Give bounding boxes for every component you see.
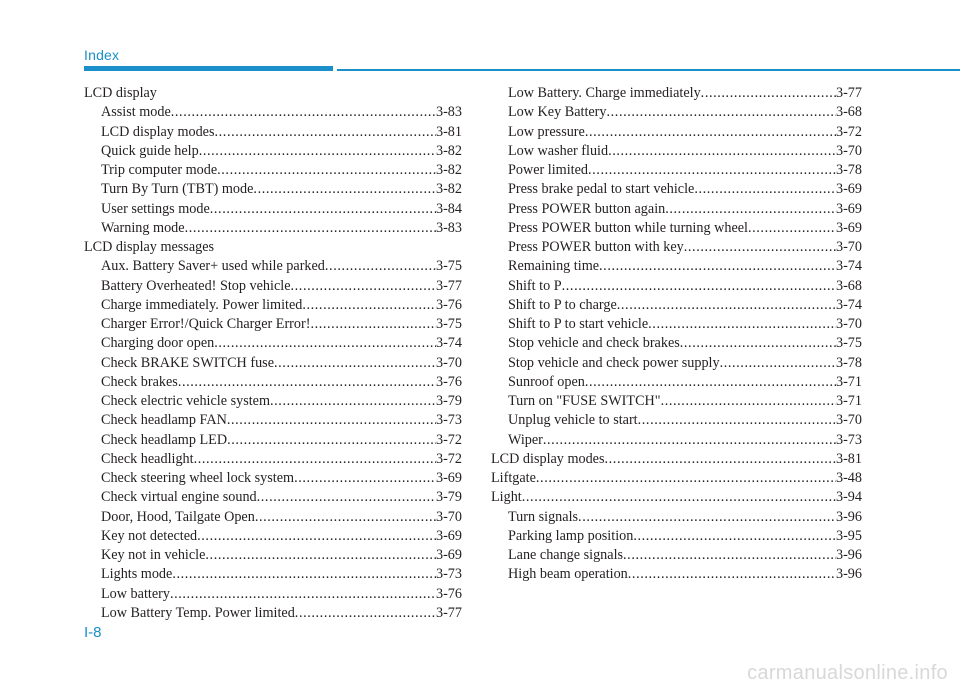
entry-label: Turn on "FUSE SWITCH" bbox=[508, 393, 661, 409]
entry-page-ref: 3-69 bbox=[835, 181, 862, 198]
entry-page-ref: 3-69 bbox=[835, 200, 862, 217]
entry-page-ref: 3-77 bbox=[435, 277, 462, 294]
index-subentry bbox=[491, 161, 862, 180]
entry-page-ref: 3-48 bbox=[835, 470, 862, 486]
entry-label: Warning mode bbox=[101, 219, 185, 236]
index-subentry bbox=[491, 84, 862, 103]
dot-leader bbox=[302, 296, 436, 315]
entry-label: High beam operation bbox=[508, 566, 628, 583]
index-subentry bbox=[84, 354, 462, 373]
page-number: I-8 bbox=[84, 624, 102, 641]
index-subentry bbox=[491, 392, 862, 411]
entry-page-ref: 3-82 bbox=[435, 142, 462, 159]
index-entry bbox=[491, 450, 862, 469]
entry-label: Low Battery Temp. Power limited bbox=[101, 604, 295, 621]
index-subentry bbox=[84, 200, 462, 219]
entry-label: Charging door open bbox=[101, 335, 215, 352]
entry-label: Check headlamp FAN bbox=[101, 412, 227, 429]
entry-label: Assist mode bbox=[101, 104, 171, 121]
index-subentry bbox=[84, 257, 462, 276]
entry-page-ref: 3-73 bbox=[835, 431, 862, 448]
entry-page-ref: 3-72 bbox=[435, 431, 462, 448]
index-subentry bbox=[84, 565, 462, 584]
entry-page-ref: 3-82 bbox=[435, 181, 462, 198]
dot-leader bbox=[608, 142, 836, 161]
index-subentry bbox=[491, 219, 862, 238]
entry-label: Press POWER button with key bbox=[508, 239, 684, 255]
dot-leader bbox=[178, 373, 436, 392]
index-subentry bbox=[84, 431, 462, 450]
index-subentry bbox=[491, 277, 862, 296]
index-subentry bbox=[84, 469, 462, 488]
entry-label: Aux. Battery Saver+ used while parked bbox=[101, 258, 325, 275]
dot-leader bbox=[585, 373, 836, 392]
index-subentry bbox=[491, 411, 862, 430]
dot-leader bbox=[684, 238, 836, 257]
dot-leader bbox=[194, 450, 436, 469]
entry-page-ref: 3-68 bbox=[835, 277, 862, 294]
dot-leader bbox=[562, 277, 836, 296]
entry-label: Stop vehicle and check power supply bbox=[508, 354, 720, 371]
entry-label: Liftgate bbox=[491, 470, 536, 486]
entry-label: Press POWER button again bbox=[508, 200, 666, 217]
index-entry bbox=[491, 488, 862, 507]
entry-label: Key not detected bbox=[101, 527, 198, 544]
entry-page-ref: 3-69 bbox=[435, 547, 462, 563]
index-subentry bbox=[491, 315, 862, 334]
dot-leader bbox=[227, 411, 436, 430]
dot-leader bbox=[748, 219, 836, 238]
entry-page-ref: 3-71 bbox=[835, 373, 862, 390]
entry-label: Low pressure bbox=[508, 123, 585, 140]
dot-leader bbox=[661, 392, 836, 411]
dot-leader bbox=[270, 392, 436, 411]
entry-label: Low battery bbox=[101, 585, 170, 602]
entry-label: Shift to P to charge bbox=[508, 296, 617, 313]
entry-label: LCD display modes bbox=[101, 123, 215, 140]
index-subentry bbox=[84, 546, 462, 565]
index-subentry bbox=[491, 296, 862, 315]
entry-label: Low washer fluid bbox=[508, 142, 609, 159]
index-subentry bbox=[84, 488, 462, 507]
entry-page-ref: 3-70 bbox=[835, 412, 862, 429]
index-subentry bbox=[84, 219, 462, 238]
entry-page-ref: 3-83 bbox=[435, 104, 462, 121]
entry-label: Unplug vehicle to start bbox=[508, 412, 638, 429]
entry-page-ref: 3-72 bbox=[835, 123, 862, 140]
index-heading: LCD display messages bbox=[84, 239, 215, 255]
dot-leader bbox=[680, 334, 836, 353]
dot-leader bbox=[253, 180, 436, 199]
index-subentry bbox=[84, 392, 462, 411]
index-header-title: Index bbox=[84, 47, 120, 63]
index-subentry bbox=[84, 508, 462, 527]
dot-leader bbox=[310, 315, 436, 334]
dot-leader bbox=[617, 296, 836, 315]
entry-label: Press brake pedal to start vehicle bbox=[508, 181, 695, 198]
entry-page-ref: 3-84 bbox=[435, 200, 462, 217]
dot-leader bbox=[665, 200, 836, 219]
entry-page-ref: 3-72 bbox=[435, 450, 462, 467]
entry-label: Low Battery. Charge immediately bbox=[508, 85, 701, 101]
entry-label: Door, Hood, Tailgate Open bbox=[101, 508, 255, 525]
index-column-left bbox=[84, 84, 462, 623]
index-subentry bbox=[84, 103, 462, 122]
entry-page-ref: 3-78 bbox=[835, 162, 862, 178]
index-subentry bbox=[84, 411, 462, 430]
entry-page-ref: 3-79 bbox=[435, 489, 462, 506]
index-subentry bbox=[491, 334, 862, 353]
entry-page-ref: 3-96 bbox=[835, 547, 862, 563]
entry-label: Shift to P bbox=[508, 277, 562, 294]
entry-page-ref: 3-94 bbox=[835, 489, 862, 506]
entry-label: Check steering wheel lock system bbox=[101, 470, 295, 486]
entry-page-ref: 3-76 bbox=[435, 373, 462, 390]
dot-leader bbox=[255, 508, 436, 527]
entry-label: Quick guide help bbox=[101, 142, 199, 159]
entry-label: Check BRAKE SWITCH fuse bbox=[101, 354, 274, 371]
dot-leader bbox=[185, 219, 436, 238]
entry-label: Check virtual engine sound bbox=[101, 489, 257, 506]
dot-leader bbox=[215, 123, 436, 142]
entry-page-ref: 3-79 bbox=[435, 393, 462, 409]
dot-leader bbox=[638, 411, 836, 430]
entry-page-ref: 3-75 bbox=[435, 258, 462, 275]
index-subentry bbox=[84, 373, 462, 392]
entry-label: LCD display modes bbox=[491, 450, 605, 467]
entry-page-ref: 3-81 bbox=[435, 123, 462, 140]
dot-leader bbox=[522, 488, 836, 507]
index-column-right bbox=[491, 84, 862, 585]
entry-page-ref: 3-96 bbox=[835, 508, 862, 525]
entry-label: Turn signals bbox=[508, 508, 579, 525]
dot-leader bbox=[217, 161, 436, 180]
dot-leader bbox=[325, 257, 436, 276]
entry-label: Check electric vehicle system bbox=[101, 393, 270, 409]
dot-leader bbox=[578, 508, 836, 527]
dot-leader bbox=[170, 585, 436, 604]
entry-label: Check headlight bbox=[101, 450, 194, 467]
dot-leader bbox=[694, 180, 836, 199]
entry-label: Remaining time bbox=[508, 258, 600, 275]
entry-page-ref: 3-70 bbox=[835, 239, 862, 255]
dot-leader bbox=[701, 84, 836, 103]
dot-leader bbox=[197, 527, 436, 546]
index-subentry bbox=[491, 103, 862, 122]
entry-page-ref: 3-81 bbox=[835, 450, 862, 467]
dot-leader bbox=[199, 142, 436, 161]
entry-label: Power limited bbox=[508, 162, 588, 178]
dot-leader bbox=[633, 527, 836, 546]
dot-leader bbox=[205, 546, 436, 565]
index-subentry bbox=[84, 180, 462, 199]
entry-label: Lane change signals bbox=[508, 547, 624, 563]
dot-leader bbox=[720, 354, 836, 373]
index-subentry bbox=[84, 161, 462, 180]
entry-label: User settings mode bbox=[101, 200, 210, 217]
dot-leader bbox=[172, 565, 436, 584]
dot-leader bbox=[171, 103, 436, 122]
entry-label: Turn By Turn (TBT) mode bbox=[101, 181, 254, 198]
entry-page-ref: 3-76 bbox=[435, 585, 462, 602]
entry-label: Light bbox=[491, 489, 522, 506]
header-rule-thin bbox=[337, 69, 960, 71]
index-subentry bbox=[84, 296, 462, 315]
entry-page-ref: 3-75 bbox=[435, 316, 462, 332]
entry-label: Stop vehicle and check brakes bbox=[508, 335, 680, 352]
dot-leader bbox=[648, 315, 836, 334]
index-subentry bbox=[491, 373, 862, 392]
index-subentry bbox=[84, 450, 462, 469]
header-rule-thick bbox=[84, 66, 333, 71]
entry-page-ref: 3-74 bbox=[835, 296, 862, 313]
entry-page-ref: 3-70 bbox=[435, 354, 462, 371]
index-subentry bbox=[491, 508, 862, 527]
index-subentry bbox=[491, 257, 862, 276]
dot-leader bbox=[294, 469, 436, 488]
entry-label: Charger Error!/Quick Charger Error! bbox=[101, 316, 311, 332]
entry-label: Trip computer mode bbox=[101, 162, 218, 178]
index-subentry bbox=[491, 142, 862, 161]
index-subentry bbox=[491, 123, 862, 142]
entry-page-ref: 3-76 bbox=[435, 296, 462, 313]
entry-page-ref: 3-74 bbox=[435, 335, 462, 352]
entry-label: Key not in vehicle bbox=[101, 547, 206, 563]
entry-page-ref: 3-95 bbox=[835, 527, 862, 544]
entry-page-ref: 3-73 bbox=[435, 566, 462, 583]
entry-page-ref: 3-68 bbox=[835, 104, 862, 121]
entry-label: Lights mode bbox=[101, 566, 173, 583]
dot-leader bbox=[628, 565, 836, 584]
entry-label: Check headlamp LED bbox=[101, 431, 228, 448]
entry-label: Shift to P to start vehicle bbox=[508, 316, 649, 332]
entry-page-ref: 3-69 bbox=[435, 470, 462, 486]
entry-page-ref: 3-96 bbox=[835, 566, 862, 583]
index-subentry bbox=[84, 334, 462, 353]
index-subentry bbox=[84, 604, 462, 623]
index-entry bbox=[491, 469, 862, 488]
entry-label: Sunroof open bbox=[508, 373, 585, 390]
index-subentry bbox=[84, 142, 462, 161]
index-subentry bbox=[84, 527, 462, 546]
index-subentry bbox=[84, 123, 462, 142]
entry-label: Check brakes bbox=[101, 373, 178, 390]
index-subentry bbox=[491, 565, 862, 584]
dot-leader bbox=[607, 103, 836, 122]
dot-leader bbox=[543, 431, 836, 450]
dot-leader bbox=[274, 354, 436, 373]
dot-leader bbox=[210, 200, 436, 219]
dot-leader bbox=[623, 546, 836, 565]
index-subentry bbox=[491, 431, 862, 450]
entry-page-ref: 3-75 bbox=[835, 335, 862, 352]
dot-leader bbox=[295, 604, 436, 623]
dot-leader bbox=[585, 123, 836, 142]
dot-leader bbox=[605, 450, 836, 469]
index-subentry bbox=[491, 180, 862, 199]
index-subentry bbox=[84, 585, 462, 604]
dot-leader bbox=[227, 431, 436, 450]
dot-leader bbox=[291, 277, 436, 296]
entry-page-ref: 3-77 bbox=[435, 604, 462, 621]
entry-label: Battery Overheated! Stop vehicle bbox=[101, 277, 291, 294]
entry-page-ref: 3-70 bbox=[835, 142, 862, 159]
entry-page-ref: 3-69 bbox=[835, 219, 862, 236]
entry-label: Parking lamp position bbox=[508, 527, 634, 544]
entry-page-ref: 3-82 bbox=[435, 162, 462, 178]
watermark: carmanualsonline.info bbox=[747, 662, 948, 684]
index-subentry bbox=[491, 238, 862, 257]
dot-leader bbox=[588, 161, 836, 180]
entry-label: Low Key Battery bbox=[508, 104, 607, 121]
index-subentry bbox=[491, 354, 862, 373]
entry-page-ref: 3-70 bbox=[435, 508, 462, 525]
index-heading: LCD display bbox=[84, 85, 157, 101]
entry-page-ref: 3-83 bbox=[435, 219, 462, 236]
entry-page-ref: 3-74 bbox=[835, 258, 862, 275]
index-subentry bbox=[491, 200, 862, 219]
entry-label: Charge immediately. Power limited bbox=[101, 296, 303, 313]
entry-page-ref: 3-69 bbox=[435, 527, 462, 544]
index-subentry bbox=[84, 277, 462, 296]
entry-page-ref: 3-71 bbox=[835, 393, 862, 409]
dot-leader bbox=[536, 469, 836, 488]
dot-leader bbox=[257, 488, 436, 507]
dot-leader bbox=[214, 334, 436, 353]
index-subentry bbox=[491, 546, 862, 565]
entry-page-ref: 3-73 bbox=[435, 412, 462, 429]
entry-page-ref: 3-78 bbox=[835, 354, 862, 371]
index-subentry bbox=[491, 527, 862, 546]
entry-label: Press POWER button while turning wheel bbox=[508, 219, 748, 236]
entry-page-ref: 3-70 bbox=[835, 316, 862, 332]
entry-label: Wiper bbox=[508, 431, 543, 448]
index-subentry bbox=[84, 315, 462, 334]
entry-page-ref: 3-77 bbox=[835, 85, 862, 101]
dot-leader bbox=[599, 257, 836, 276]
